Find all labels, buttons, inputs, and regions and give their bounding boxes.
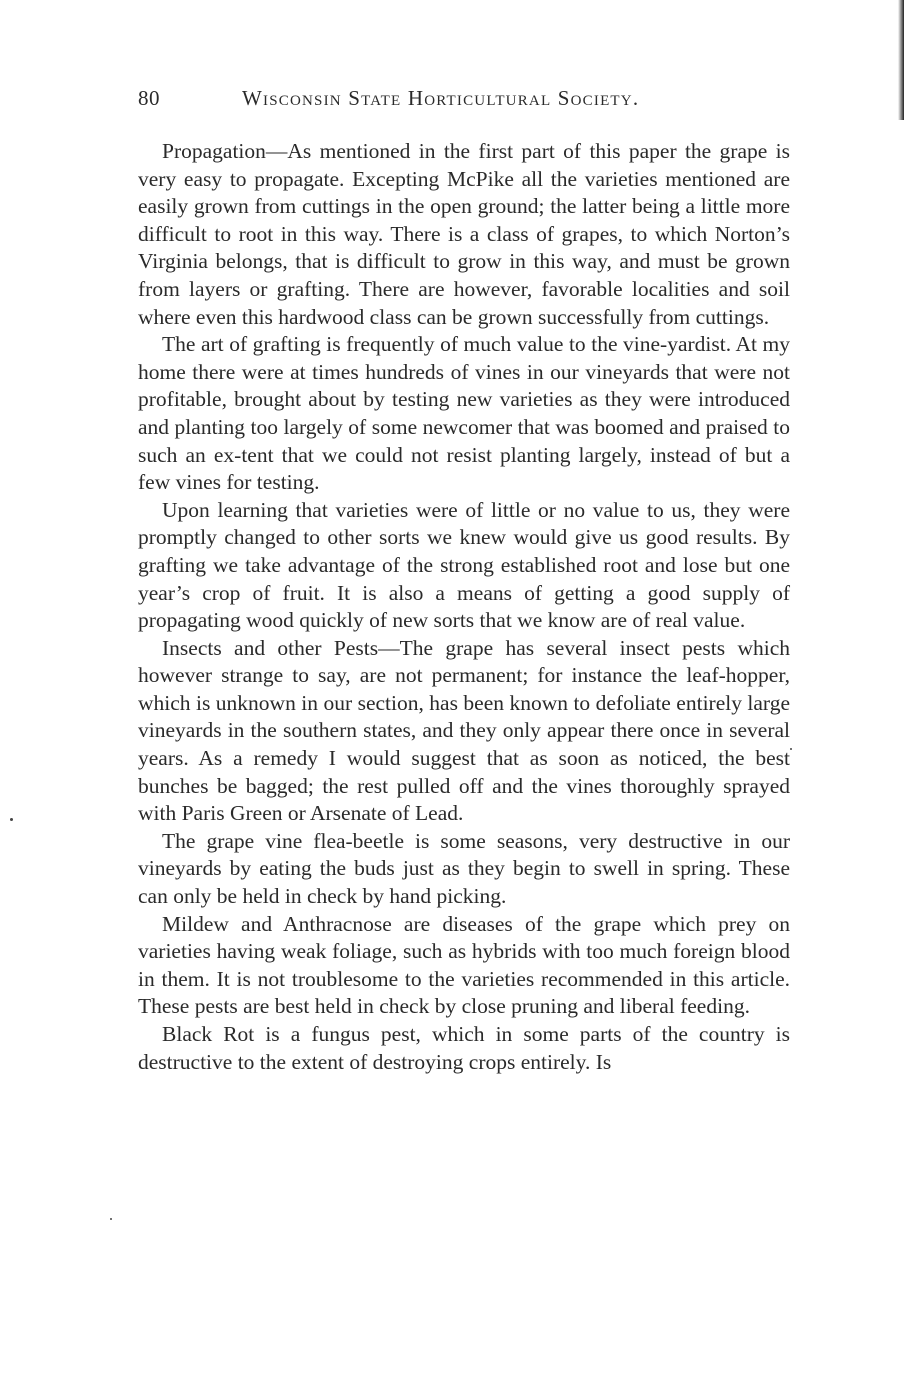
running-title: Wisconsin State Horticultural Society. — [242, 86, 640, 110]
ink-speck — [790, 748, 792, 750]
paragraph-flea-beetle: The grape vine flea-beetle is some seasons, very destructive in our vineyards by eating the buds just as they begin to swell in spring. These can only be held in check by hand picking. — [138, 828, 790, 909]
paragraph-grafting: The art of grafting is frequently of much value to the vine-yardist. At my home there were at times hundreds of vines in our vineyards that were not profitable, brought about by testing new varieties as they were introduced and planting too largely of some newcomer that was boomed and praised to such an ex-tent that we could not resist planting largely, instead of but a few vines for testing. — [138, 332, 790, 495]
paragraph-mildew: Mildew and Anthracnose are diseases of the grape which prey on varieties having weak foliage, such as hybrids with too much foreign blood in them. It is not troublesome to the varieties recommended in this article. These pests are best held in check by close pruning and liberal feeding. — [138, 911, 790, 1019]
page-header — [138, 86, 788, 116]
paragraph-black-rot: Black Rot is a fungus pest, which in some parts of the country is destructive to the extent of destroying crops entirely. Is — [138, 1022, 790, 1074]
paragraph-varieties: Upon learning that varieties were of little or no value to us, they were promptly changed to other sorts we knew would give us good results. By grafting we take advantage of the strong established root and lose but one year’s crop of fruit. It is also a means of getting a good supply of propagating wood quickly of new sorts that we know are of real value. — [138, 497, 790, 633]
ink-speck — [110, 1218, 112, 1220]
paragraph-propagation: Propagation—As mentioned in the first part of this paper the grape is very easy to propagate. Excepting McPike all the varieties mentioned are easily grown from cuttings in the open ground; the latter being a little more difficult to root in this way. There is a class of grapes, to which Norton’s Virginia belongs, that is difficult to grow in this way, and must be grown from layers or grafting. There are however, favorable localities and soil where even this hardwood class can be grown successfully from cuttings. — [138, 139, 790, 329]
body-text — [138, 138, 790, 1076]
page-number: 80 — [138, 86, 160, 110]
ink-speck — [10, 818, 13, 821]
page-edge-shadow — [898, 0, 904, 120]
paragraph-insects: Insects and other Pests—The grape has several insect pests which however strange to say, are not permanent; for instance the leaf-hopper, which is unknown in our section, has been known to defoliate entirely large vineyards in the southern states, and they only appear there once in several years. As a remedy I would suggest that as soon as noticed, the best bunches be bagged; the rest pulled off and the vines thoroughly sprayed with Paris Green or Arsenate of Lead. — [138, 635, 790, 826]
